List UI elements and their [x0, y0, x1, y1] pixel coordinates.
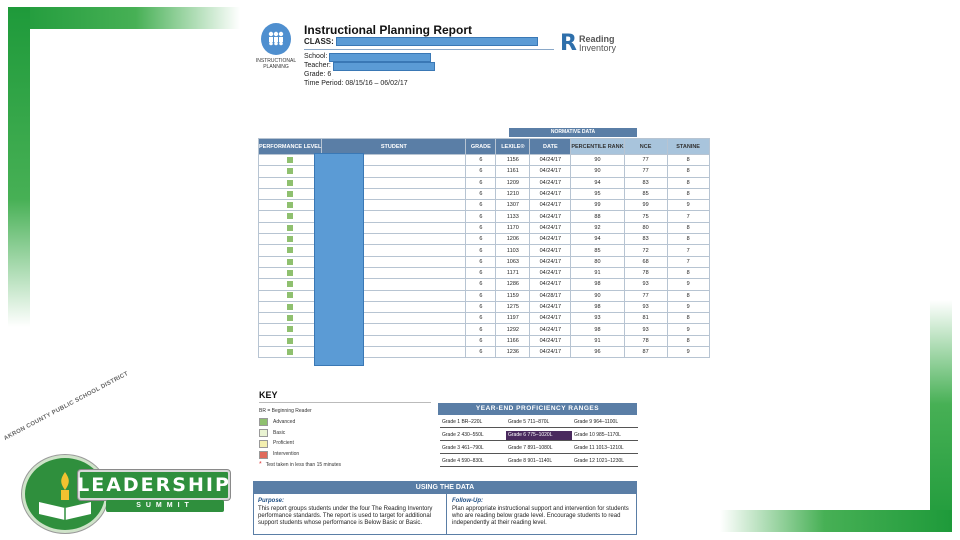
instructional-planning-logo	[261, 23, 291, 55]
cell-perf	[259, 222, 322, 233]
cell-grade: 6	[466, 279, 496, 290]
cell-lexile: 1156	[496, 155, 530, 166]
key-item	[259, 449, 341, 460]
cell-stanine: 8	[667, 290, 709, 301]
school-row	[304, 53, 435, 62]
cell-perf	[259, 211, 322, 222]
ri-logo-line1: Reading	[578, 34, 615, 44]
redacted-teacher	[333, 62, 435, 71]
cell-grade: 6	[466, 211, 496, 222]
cell-perf	[259, 324, 322, 335]
frame-accent-left	[8, 7, 30, 327]
performance-level-swatch	[287, 338, 293, 344]
cell-stanine: 8	[667, 335, 709, 346]
cell-grade: 6	[466, 166, 496, 177]
cell-grade: 6	[466, 188, 496, 199]
cell-date: 04/28/17	[530, 290, 571, 301]
cell-lexile: 1307	[496, 200, 530, 211]
cell-pr: 98	[571, 279, 624, 290]
cell-grade: 6	[466, 313, 496, 324]
key-list	[259, 406, 341, 471]
cell-date: 04/24/17	[530, 166, 571, 177]
proficiency-range-cell: Grade 12 1021–1230L	[572, 457, 638, 467]
cell-grade: 6	[466, 177, 496, 188]
cell-lexile: 1171	[496, 267, 530, 278]
cell-grade: 6	[466, 155, 496, 166]
cell-perf	[259, 301, 322, 312]
cell-nce: 68	[624, 256, 667, 267]
cell-pr: 94	[571, 234, 624, 245]
col-date: DATE	[530, 139, 571, 155]
cell-grade: 6	[466, 301, 496, 312]
cell-lexile: 1292	[496, 324, 530, 335]
col-nce: NCE	[624, 139, 667, 155]
class-row	[304, 37, 538, 46]
leadership-wordmark: LEADERSHIP	[77, 474, 231, 496]
performance-level-swatch	[287, 270, 293, 276]
cell-date: 04/24/17	[530, 256, 571, 267]
performance-level-swatch	[287, 225, 293, 231]
cell-stanine: 7	[667, 211, 709, 222]
logo-caption: INSTRUCTIONAL PLANNING	[255, 58, 297, 70]
cell-lexile: 1161	[496, 166, 530, 177]
report-meta	[304, 53, 435, 88]
cell-pr: 90	[571, 155, 624, 166]
cell-lexile: 1209	[496, 177, 530, 188]
cell-stanine: 9	[667, 301, 709, 312]
performance-level-swatch	[287, 259, 293, 265]
teacher-row	[304, 62, 435, 71]
cell-perf	[259, 313, 322, 324]
cell-nce: 77	[624, 290, 667, 301]
cell-nce: 81	[624, 313, 667, 324]
key-label: Intervention	[273, 451, 300, 458]
cell-date: 04/24/17	[530, 267, 571, 278]
cell-pr: 90	[571, 166, 624, 177]
cell-nce: 83	[624, 234, 667, 245]
cell-grade: 6	[466, 256, 496, 267]
cell-lexile: 1133	[496, 211, 530, 222]
cell-perf	[259, 166, 322, 177]
report-title: Instructional Planning Report	[304, 23, 473, 37]
cell-nce: 83	[624, 177, 667, 188]
cell-lexile: 1210	[496, 188, 530, 199]
cell-pr: 98	[571, 324, 624, 335]
cell-stanine: 8	[667, 267, 709, 278]
key-swatch	[259, 429, 268, 437]
col-performance-level: PERFORMANCE LEVEL	[259, 139, 322, 155]
leadership-banner	[78, 470, 230, 500]
col-stanine: STANINE	[667, 139, 709, 155]
cell-stanine: 8	[667, 234, 709, 245]
redacted-school	[329, 53, 431, 62]
proficiency-range-cell: Grade 10 985–1170L	[572, 431, 638, 441]
cell-grade: 6	[466, 200, 496, 211]
cell-date: 04/24/17	[530, 188, 571, 199]
cell-grade: 6	[466, 267, 496, 278]
key-title: KEY	[259, 390, 278, 400]
performance-level-swatch	[287, 315, 293, 321]
cell-nce: 78	[624, 267, 667, 278]
cell-pr: 91	[571, 267, 624, 278]
follow-up-section	[452, 498, 632, 527]
cell-nce: 72	[624, 245, 667, 256]
cell-lexile: 1286	[496, 279, 530, 290]
key-time-note	[259, 460, 341, 471]
cell-grade: 6	[466, 347, 496, 358]
ri-logo-mark: R	[560, 31, 577, 56]
cell-date: 04/24/17	[530, 347, 571, 358]
teacher-label: Teacher:	[304, 62, 331, 70]
cell-pr: 88	[571, 211, 624, 222]
cell-perf	[259, 347, 322, 358]
cell-stanine: 9	[667, 200, 709, 211]
cell-grade: 6	[466, 222, 496, 233]
key-item	[259, 417, 341, 428]
cell-grade: 6	[466, 324, 496, 335]
cell-nce: 93	[624, 324, 667, 335]
col-percentile-rank: PERCENTILE RANK	[571, 139, 624, 155]
cell-stanine: 9	[667, 347, 709, 358]
frame-accent-top-left	[8, 7, 240, 29]
cell-stanine: 7	[667, 256, 709, 267]
cell-grade: 6	[466, 290, 496, 301]
performance-level-swatch	[287, 349, 293, 355]
proficiency-range-cell: Grade 2 430–550L	[440, 431, 506, 441]
performance-level-swatch	[287, 236, 293, 242]
performance-level-swatch	[287, 180, 293, 186]
follow-up-heading: Follow-Up:	[452, 498, 483, 504]
key-item	[259, 428, 341, 439]
proficiency-range-cell: Grade 9 964–1100L	[572, 418, 638, 428]
cell-pr: 80	[571, 256, 624, 267]
performance-level-swatch	[287, 304, 293, 310]
proficiency-range-cell: Grade 4 590–830L	[440, 457, 506, 467]
key-swatch	[259, 440, 268, 448]
cell-grade: 6	[466, 245, 496, 256]
proficiency-range-cell: Grade 8 901–1140L	[506, 457, 572, 467]
key-swatch	[259, 451, 268, 459]
cell-lexile: 1206	[496, 234, 530, 245]
cell-pr: 94	[571, 177, 624, 188]
cell-date: 04/24/17	[530, 301, 571, 312]
asterisk-icon: *	[259, 460, 262, 468]
cell-grade: 6	[466, 335, 496, 346]
cell-date: 04/24/17	[530, 279, 571, 290]
frame-accent-bottom-right	[720, 510, 952, 532]
performance-level-swatch	[287, 157, 293, 163]
cell-lexile: 1236	[496, 347, 530, 358]
cell-date: 04/24/17	[530, 211, 571, 222]
redacted-class-name	[336, 37, 538, 46]
performance-level-swatch	[287, 191, 293, 197]
cell-stanine: 8	[667, 166, 709, 177]
follow-up-text: Plan appropriate instructional support and intervention for students who are reading below grade level. Encourage students to read independently at their reading level.	[452, 506, 629, 526]
cell-stanine: 8	[667, 188, 709, 199]
cell-perf	[259, 256, 322, 267]
cell-perf	[259, 267, 322, 278]
cell-date: 04/24/17	[530, 245, 571, 256]
school-label: School:	[304, 53, 328, 61]
cell-nce: 93	[624, 279, 667, 290]
cell-date: 04/24/17	[530, 324, 571, 335]
col-student: STUDENT	[322, 139, 466, 155]
cell-date: 04/24/17	[530, 200, 571, 211]
purpose-text: This report groups students under the four The Reading Inventory performance standards. The report is used to target for additional support students whose performance is Below Basic or Basic.	[258, 506, 433, 526]
col-lexile: LEXILE®	[496, 139, 530, 155]
cell-perf	[259, 188, 322, 199]
cell-date: 04/24/17	[530, 155, 571, 166]
summit-wordmark: SUMMIT	[106, 500, 224, 512]
cell-stanine: 9	[667, 279, 709, 290]
cell-lexile: 1275	[496, 301, 530, 312]
cell-perf	[259, 200, 322, 211]
cell-lexile: 1166	[496, 335, 530, 346]
cell-stanine: 8	[667, 155, 709, 166]
ri-logo-line2: Inventory	[578, 43, 616, 53]
key-label: Proficient	[273, 440, 294, 447]
people-group-icon	[265, 28, 287, 50]
performance-level-swatch	[287, 281, 293, 287]
district-arc-text: AKRON COUNTY PUBLIC SCHOOL DISTRICT	[3, 370, 130, 442]
cell-perf	[259, 335, 322, 346]
cell-lexile: 1170	[496, 222, 530, 233]
cell-stanine: 9	[667, 324, 709, 335]
cell-grade: 6	[466, 234, 496, 245]
key-item	[259, 438, 341, 449]
cell-stanine: 8	[667, 177, 709, 188]
key-divider	[259, 402, 431, 403]
cell-pr: 95	[571, 188, 624, 199]
cell-pr: 96	[571, 347, 624, 358]
cell-perf	[259, 290, 322, 301]
cell-lexile: 1159	[496, 290, 530, 301]
grade-row: Grade: 6	[304, 71, 332, 78]
cell-stanine: 8	[667, 313, 709, 324]
performance-level-swatch	[287, 326, 293, 332]
cell-pr: 85	[571, 245, 624, 256]
proficiency-range-cell: Grade 6 775–1020L	[506, 431, 572, 441]
cell-pr: 90	[571, 290, 624, 301]
key-label: Basic	[273, 429, 286, 436]
cell-perf	[259, 177, 322, 188]
cell-date: 04/24/17	[530, 234, 571, 245]
cell-date: 04/24/17	[530, 335, 571, 346]
cell-lexile: 1103	[496, 245, 530, 256]
cell-date: 04/24/17	[530, 313, 571, 324]
cell-pr: 99	[571, 200, 624, 211]
cell-perf	[259, 245, 322, 256]
purpose-section	[258, 498, 442, 527]
proficiency-ranges-grid	[440, 418, 638, 467]
purpose-heading: Purpose:	[258, 498, 285, 504]
time-period: Time Period: 08/15/16 – 06/02/17	[304, 79, 408, 87]
performance-level-swatch	[287, 213, 293, 219]
reading-inventory-logo	[560, 33, 616, 55]
key-label: Advanced	[273, 418, 296, 425]
col-grade: GRADE	[466, 139, 496, 155]
cell-nce: 93	[624, 301, 667, 312]
key-br-note: BR = Beginning Reader	[259, 408, 312, 414]
cell-nce: 75	[624, 211, 667, 222]
cell-nce: 77	[624, 155, 667, 166]
normative-data-header: NORMATIVE DATA	[509, 128, 637, 137]
cell-stanine: 7	[667, 245, 709, 256]
using-the-data-header: USING THE DATA	[253, 481, 637, 494]
using-the-data-box	[253, 494, 637, 535]
cell-nce: 78	[624, 335, 667, 346]
cell-pr: 98	[571, 301, 624, 312]
cell-date: 04/24/17	[530, 222, 571, 233]
performance-level-swatch	[287, 292, 293, 298]
ri-logo-text	[579, 35, 616, 53]
cell-perf	[259, 279, 322, 290]
cell-nce: 99	[624, 200, 667, 211]
proficiency-range-cell: Grade 11 1013–1210L	[572, 444, 638, 454]
performance-level-swatch	[287, 168, 293, 174]
proficiency-range-cell: Grade 5 711–870L	[506, 418, 572, 428]
cell-perf	[259, 155, 322, 166]
cell-lexile: 1197	[496, 313, 530, 324]
proficiency-range-cell: Grade 1 BR–220L	[440, 418, 506, 428]
performance-level-swatch	[287, 247, 293, 253]
cell-pr: 91	[571, 335, 624, 346]
cell-nce: 80	[624, 222, 667, 233]
using-divider	[446, 494, 447, 534]
key-swatch	[259, 418, 268, 426]
proficiency-range-cell: Grade 3 461–790L	[440, 444, 506, 454]
cell-pr: 93	[571, 313, 624, 324]
proficiency-range-cell: Grade 7 891–1080L	[506, 444, 572, 454]
cell-nce: 87	[624, 347, 667, 358]
cell-pr: 92	[571, 222, 624, 233]
performance-level-swatch	[287, 202, 293, 208]
class-label: CLASS:	[304, 37, 334, 46]
redacted-student-names	[314, 153, 364, 366]
cell-stanine: 8	[667, 222, 709, 233]
cell-nce: 77	[624, 166, 667, 177]
header-divider	[304, 49, 554, 50]
frame-accent-right	[930, 300, 952, 532]
cell-date: 04/24/17	[530, 177, 571, 188]
proficiency-ranges-header: YEAR-END PROFICIENCY RANGES	[438, 403, 637, 415]
cell-nce: 85	[624, 188, 667, 199]
cell-perf	[259, 234, 322, 245]
cell-lexile: 1063	[496, 256, 530, 267]
key-time-note-text: Test taken in less than 15 minutes	[265, 461, 342, 468]
